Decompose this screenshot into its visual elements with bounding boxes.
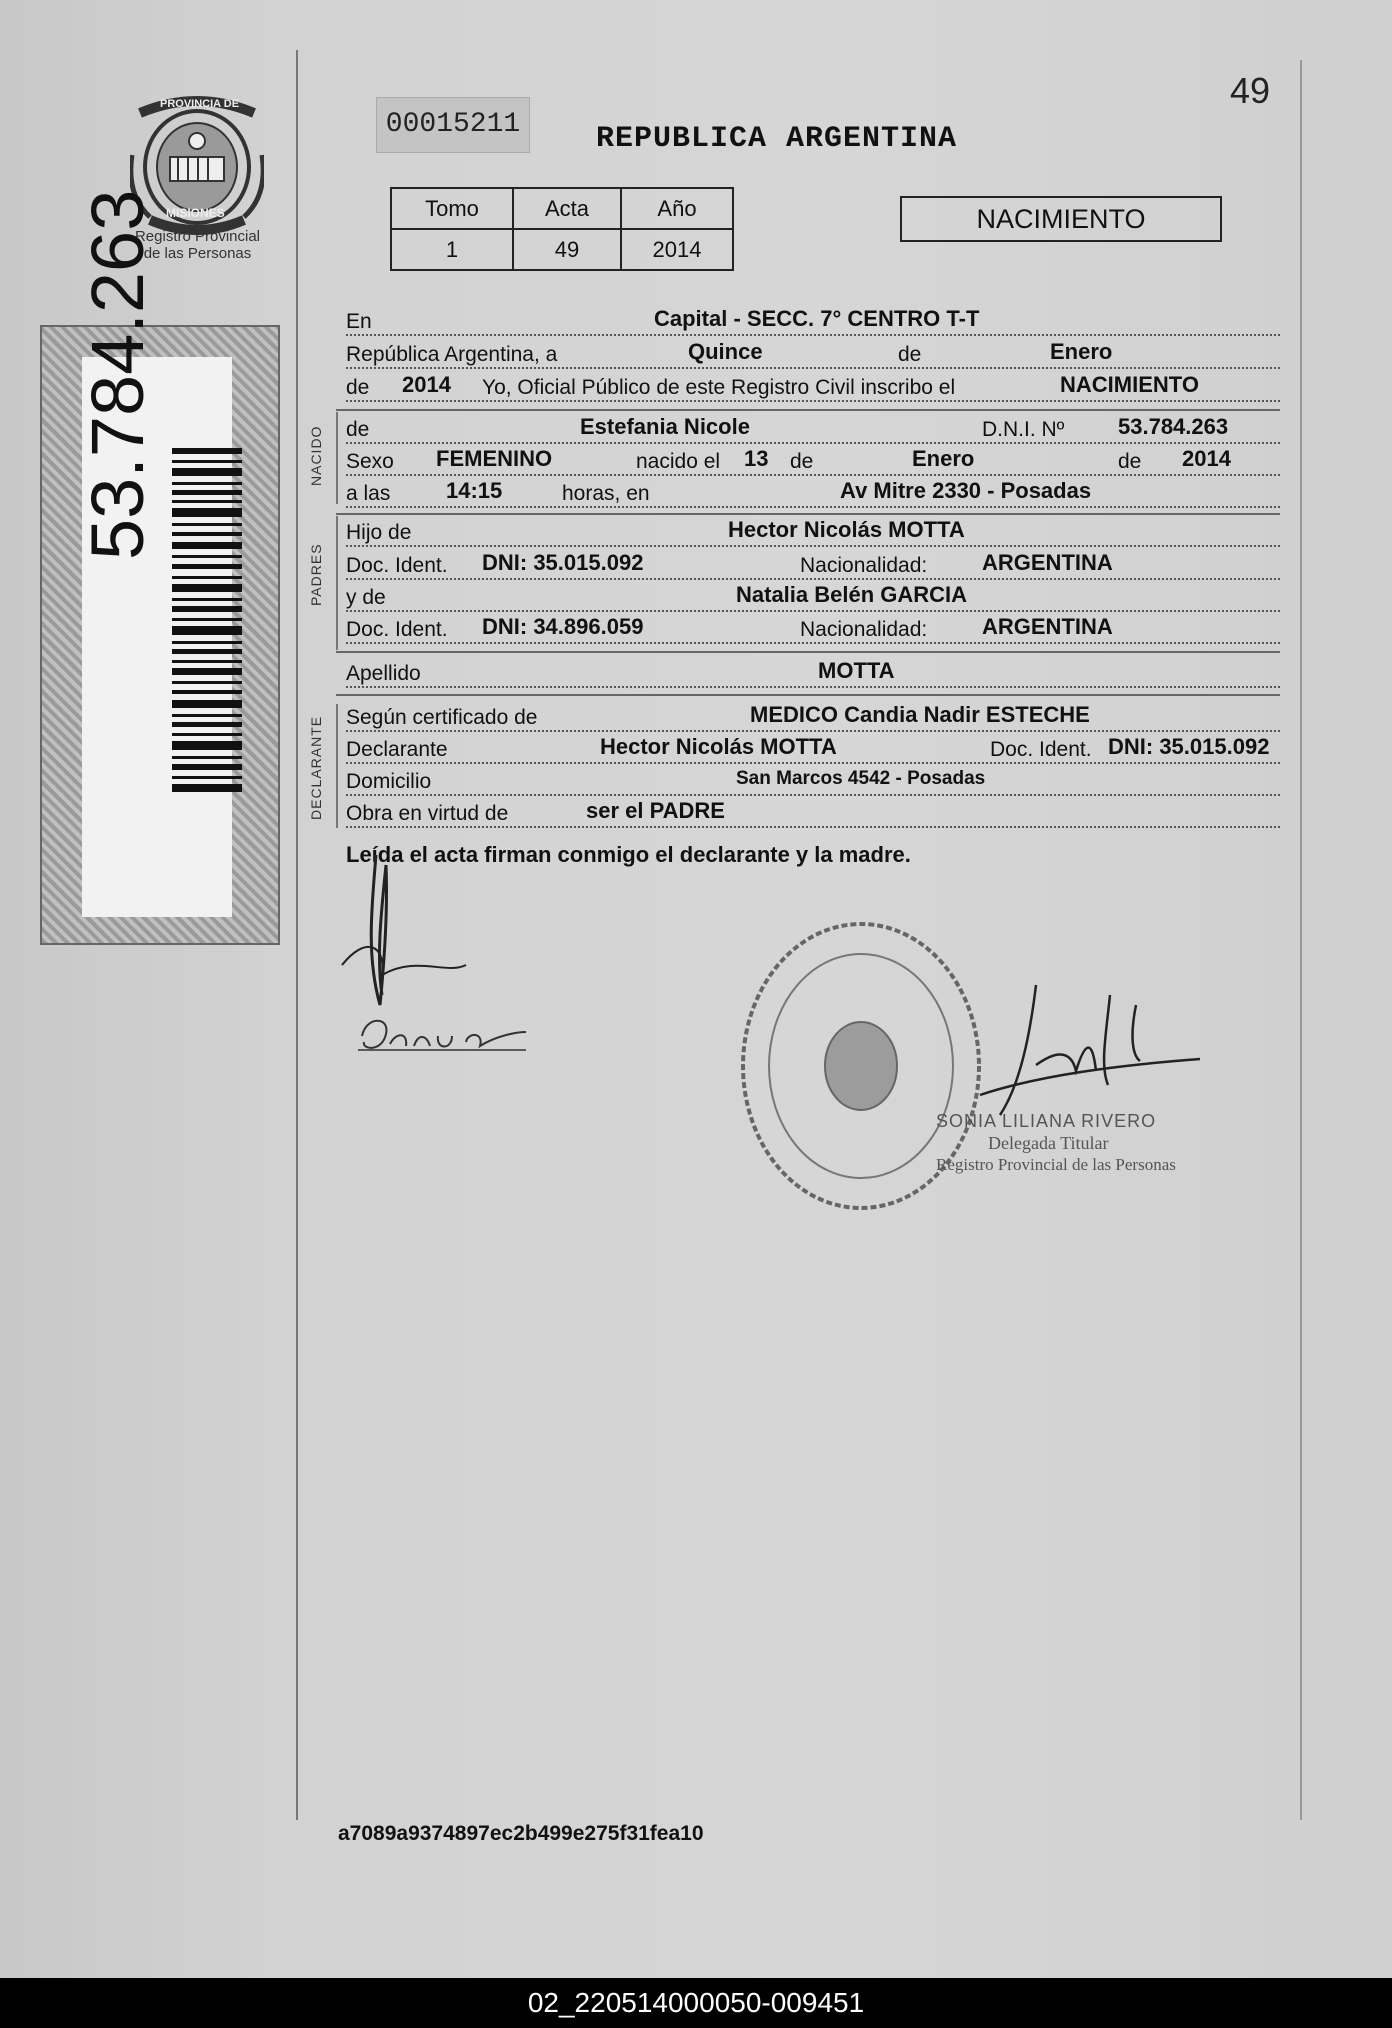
registration-year: 2014 bbox=[402, 372, 451, 397]
declarant-address: San Marcos 4542 - Posadas bbox=[736, 768, 986, 789]
de-label: de bbox=[1118, 450, 1142, 473]
folio-number: 49 bbox=[1230, 70, 1271, 111]
cert-label: Según certificado de bbox=[346, 706, 538, 729]
section-bracket bbox=[336, 412, 338, 504]
dots bbox=[346, 578, 1280, 580]
official-signature-icon bbox=[960, 975, 1210, 1125]
row-obra bbox=[346, 798, 1280, 836]
dots bbox=[346, 826, 1280, 828]
row-hora bbox=[346, 478, 1280, 516]
book-table-header-row bbox=[391, 188, 733, 229]
book-table-ano: 2014 bbox=[621, 229, 733, 270]
hijo-de-label: Hijo de bbox=[346, 521, 412, 544]
row-en bbox=[346, 306, 1280, 344]
de-label: de bbox=[790, 450, 814, 473]
official-signature-block bbox=[936, 1110, 1176, 1176]
book-table-header-acta: Acta bbox=[513, 188, 621, 229]
document-hash: a7089a9374897ec2b499e275f31fea10 bbox=[338, 1822, 704, 1845]
dots bbox=[346, 610, 1280, 612]
child-sex: FEMENINO bbox=[436, 446, 553, 471]
nacionalidad-label: Nacionalidad: bbox=[800, 554, 928, 577]
birth-day: 13 bbox=[744, 446, 769, 471]
birth-place: Av Mitre 2330 - Posadas bbox=[840, 478, 1092, 503]
dots bbox=[346, 794, 1280, 796]
dots bbox=[346, 400, 1280, 402]
row-domicilio bbox=[346, 770, 1280, 804]
y-de-label: y de bbox=[346, 586, 386, 609]
a-las-label: a las bbox=[346, 482, 391, 505]
declarant-signature-icon bbox=[336, 845, 536, 1015]
declarante-label: Declarante bbox=[346, 738, 448, 761]
row-declarante bbox=[346, 734, 1280, 772]
book-table-header-ano: Año bbox=[621, 188, 733, 229]
side-label-declarante: DECLARANTE bbox=[308, 715, 324, 820]
book-table-header-tomo: Tomo bbox=[391, 188, 513, 229]
side-label-nacido: NACIDO bbox=[308, 425, 324, 486]
dni-label: D.N.I. Nº bbox=[982, 418, 1065, 441]
dots bbox=[346, 442, 1280, 444]
registry-caption-line1: Registro Provincial bbox=[134, 228, 261, 245]
nacionalidad-label: Nacionalidad: bbox=[800, 618, 928, 641]
declarant-relation: ser el PADRE bbox=[586, 798, 725, 823]
registration-month: Enero bbox=[1050, 339, 1113, 364]
barcode-icon bbox=[172, 448, 242, 798]
dots bbox=[346, 762, 1280, 764]
dots bbox=[346, 686, 1280, 688]
crest-text-bottom: MISIONES bbox=[166, 206, 225, 220]
birth-time: 14:15 bbox=[446, 478, 503, 503]
book-table-tomo: 1 bbox=[391, 229, 513, 270]
dots bbox=[346, 545, 1280, 547]
registration-day: Quince bbox=[688, 339, 763, 364]
serial-number: 00015211 bbox=[376, 97, 530, 153]
father-doc: DNI: 35.015.092 bbox=[482, 550, 644, 575]
section-bracket bbox=[336, 704, 338, 828]
row-inscribo bbox=[346, 372, 1280, 410]
declarant-name: Hector Nicolás MOTTA bbox=[600, 734, 837, 759]
mother-name: Natalia Belén GARCIA bbox=[736, 582, 968, 607]
section-divider bbox=[336, 694, 1280, 696]
doc-label: Doc. Ident. bbox=[990, 738, 1092, 761]
row-mother-doc bbox=[346, 614, 1280, 652]
country-label: República Argentina, a bbox=[346, 343, 558, 366]
mother-doc: DNI: 34.896.059 bbox=[482, 614, 644, 639]
registry-place: Capital - SECC. 7° CENTRO T-T bbox=[654, 306, 980, 331]
book-table bbox=[390, 187, 734, 271]
inscribed-type: NACIMIENTO bbox=[1060, 372, 1199, 397]
de2-label: de bbox=[346, 376, 370, 399]
de-label: de bbox=[346, 418, 370, 441]
dots bbox=[346, 334, 1280, 336]
dots bbox=[346, 642, 1280, 644]
official-office: Registro Provincial de las Personas bbox=[936, 1155, 1176, 1174]
oficial-text: Yo, Oficial Público de este Registro Civil inscribo el bbox=[482, 376, 956, 399]
dots bbox=[346, 506, 1280, 508]
margin-line-right bbox=[1300, 60, 1302, 1820]
crest-text-top: PROVINCIA DE bbox=[160, 98, 240, 110]
section-divider bbox=[336, 651, 1280, 653]
section-divider bbox=[336, 409, 1280, 411]
official-role: Delegada Titular bbox=[988, 1133, 1109, 1153]
apellido-value: MOTTA bbox=[818, 658, 895, 683]
declarant-doc: DNI: 35.015.092 bbox=[1108, 734, 1270, 759]
doc-label: Doc. Ident. bbox=[346, 618, 448, 641]
footer-filename: 02_220514000050-009451 bbox=[0, 1978, 1392, 2028]
closing-statement: Leída el acta firman conmigo el declarante y la madre. bbox=[346, 842, 911, 867]
doc-label: Doc. Ident. bbox=[346, 554, 448, 577]
official-name: SONIA LILIANA RIVERO bbox=[936, 1111, 1157, 1131]
father-nationality: ARGENTINA bbox=[982, 550, 1113, 575]
domicilio-label: Domicilio bbox=[346, 770, 432, 793]
registry-caption-line2: de las Personas bbox=[143, 245, 252, 262]
child-name: Estefania Nicole bbox=[580, 414, 750, 439]
dots bbox=[346, 367, 1280, 369]
section-bracket bbox=[336, 516, 338, 650]
book-table-value-row bbox=[391, 229, 733, 270]
mother-signature-icon bbox=[356, 1006, 532, 1066]
horas-label: horas, en bbox=[562, 482, 650, 505]
obra-label: Obra en virtud de bbox=[346, 802, 509, 825]
medical-certificate: MEDICO Candia Nadir ESTECHE bbox=[750, 702, 1090, 727]
birth-year: 2014 bbox=[1182, 446, 1231, 471]
mother-nationality: ARGENTINA bbox=[982, 614, 1113, 639]
en-label: En bbox=[346, 310, 372, 333]
apellido-label: Apellido bbox=[346, 662, 421, 685]
margin-line-left bbox=[296, 50, 298, 1820]
row-apellido bbox=[346, 658, 1280, 696]
father-name: Hector Nicolás MOTTA bbox=[728, 517, 965, 542]
country-title: REPUBLICA ARGENTINA bbox=[596, 122, 958, 156]
child-dni: 53.784.263 bbox=[1118, 414, 1229, 439]
dots bbox=[346, 730, 1280, 732]
nacido-el-label: nacido el bbox=[636, 450, 721, 473]
act-type-box: NACIMIENTO bbox=[900, 196, 1222, 242]
barcode-dni-number: 53.784.263 bbox=[76, 189, 159, 560]
side-label-padres: PADRES bbox=[308, 543, 324, 606]
dots bbox=[346, 474, 1280, 476]
section-divider bbox=[336, 513, 1280, 515]
birth-month: Enero bbox=[912, 446, 975, 471]
book-table-acta: 49 bbox=[513, 229, 621, 270]
sexo-label: Sexo bbox=[346, 450, 394, 473]
de-label: de bbox=[898, 343, 922, 366]
